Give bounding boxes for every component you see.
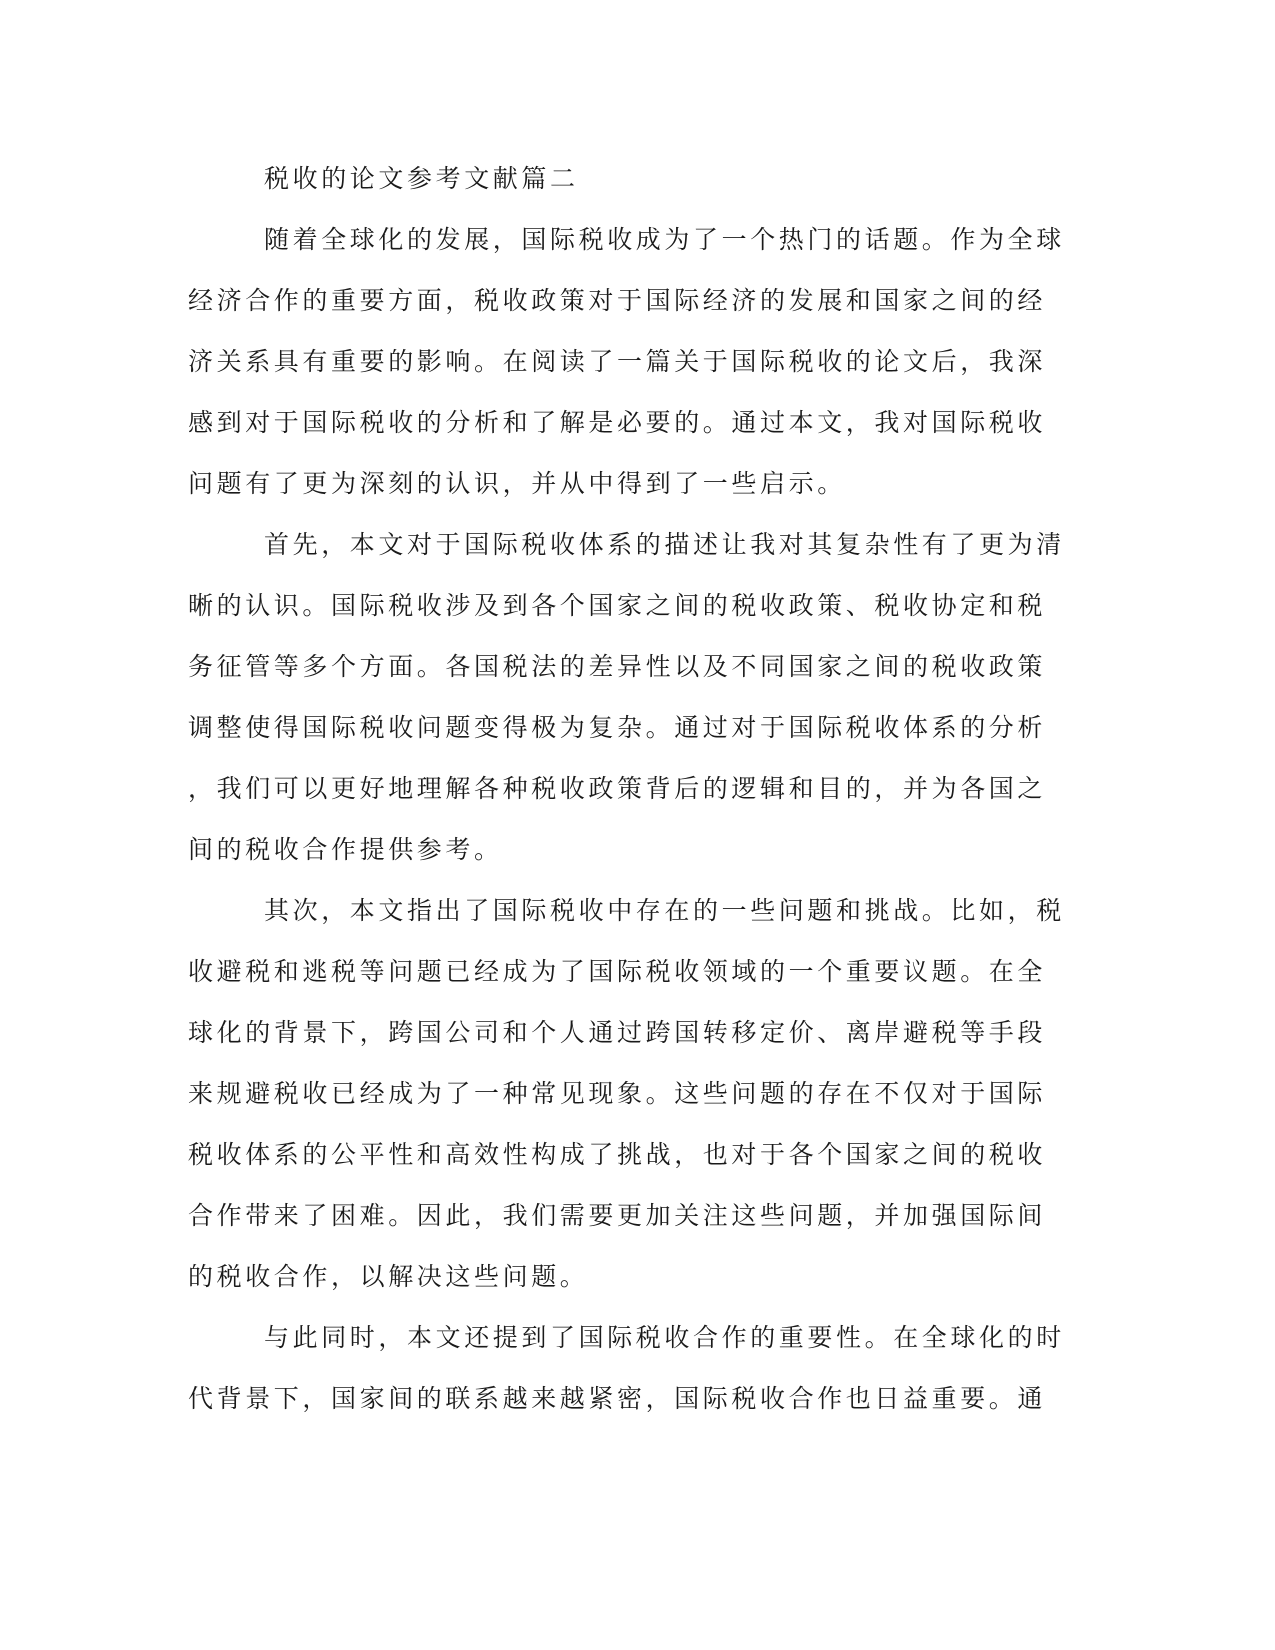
paragraph-2-line-6: 间的税收合作提供参考。 — [188, 835, 503, 864]
paragraph-2-line-5: ，我们可以更好地理解各种税收政策背后的逻辑和目的，并为各国之 — [188, 774, 1047, 803]
paragraph-3-line-6: 合作带来了困难。因此，我们需要更加关注这些问题，并加强国际间 — [188, 1201, 1047, 1230]
paragraph-3-line-7: 的税收合作，以解决这些问题。 — [188, 1262, 589, 1291]
paragraph-3-line-3: 球化的背景下，跨国公司和个人通过跨国转移定价、离岸避税等手段 — [188, 1018, 1047, 1047]
paragraph-1-line-3: 济关系具有重要的影响。在阅读了一篇关于国际税收的论文后，我深 — [188, 347, 1047, 376]
document-body — [188, 164, 1068, 1445]
paragraph-1-line-5: 问题有了更为深刻的认识，并从中得到了一些启示。 — [188, 469, 846, 498]
paragraph-2-line-2: 晰的认识。国际税收涉及到各个国家之间的税收政策、税收协定和税 — [188, 591, 1047, 620]
paragraph-3-line-4: 来规避税收已经成为了一种常见现象。这些问题的存在不仅对于国际 — [188, 1079, 1047, 1108]
document-title: 税收的论文参考文献篇二 — [264, 164, 579, 193]
paragraph-3-line-5: 税收体系的公平性和高效性构成了挑战，也对于各个国家之间的税收 — [188, 1140, 1047, 1169]
paragraph-1-line-4: 感到对于国际税收的分析和了解是必要的。通过本文，我对国际税收 — [188, 408, 1047, 437]
paragraph-2-line-3: 务征管等多个方面。各国税法的差异性以及不同国家之间的税收政策 — [188, 652, 1047, 681]
paragraph-3-line-2: 收避税和逃税等问题已经成为了国际税收领域的一个重要议题。在全 — [188, 957, 1047, 986]
paragraph-1-line-1: 随着全球化的发展，国际税收成为了一个热门的话题。作为全球 — [264, 225, 1065, 254]
paragraph-4-line-2: 代背景下，国家间的联系越来越紧密，国际税收合作也日益重要。通 — [188, 1384, 1047, 1413]
paragraph-2-line-1: 首先，本文对于国际税收体系的描述让我对其复杂性有了更为清 — [264, 530, 1065, 559]
paragraph-4-line-1: 与此同时，本文还提到了国际税收合作的重要性。在全球化的时 — [264, 1323, 1065, 1352]
paragraph-3-line-1: 其次，本文指出了国际税收中存在的一些问题和挑战。比如，税 — [264, 896, 1065, 925]
paragraph-1-line-2: 经济合作的重要方面，税收政策对于国际经济的发展和国家之间的经 — [188, 286, 1047, 315]
paragraph-2-line-4: 调整使得国际税收问题变得极为复杂。通过对于国际税收体系的分析 — [188, 713, 1047, 742]
